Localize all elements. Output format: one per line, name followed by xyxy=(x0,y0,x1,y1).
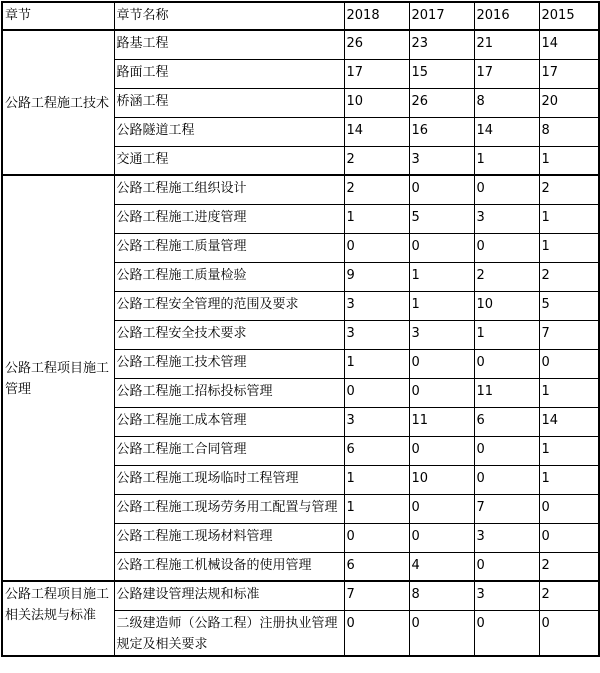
score-value-cell-2015: 8 xyxy=(539,117,599,146)
score-value-cell-2018: 1 xyxy=(344,465,409,494)
section-name-cell: 公路工程施工质量管理 xyxy=(114,233,344,262)
score-value-cell-2015: 0 xyxy=(539,349,599,378)
section-name-cell: 公路工程安全技术要求 xyxy=(114,320,344,349)
score-value-cell-2016: 17 xyxy=(474,59,539,88)
table-row xyxy=(2,175,599,204)
score-value-cell-2018: 3 xyxy=(344,291,409,320)
section-name-cell: 桥涵工程 xyxy=(114,88,344,117)
section-name-cell: 公路工程施工现场材料管理 xyxy=(114,523,344,552)
score-value-cell-2015: 2 xyxy=(539,581,599,610)
score-value-cell-2016: 3 xyxy=(474,204,539,233)
score-value-cell-2016: 11 xyxy=(474,378,539,407)
score-value-cell-2016: 3 xyxy=(474,581,539,610)
score-value-cell-2017: 5 xyxy=(409,204,474,233)
section-name-cell: 公路建设管理法规和标准 xyxy=(114,581,344,610)
score-value-cell-2016: 1 xyxy=(474,320,539,349)
score-value-cell-2018: 1 xyxy=(344,349,409,378)
score-value-cell-2018: 9 xyxy=(344,262,409,291)
score-value-cell-2015: 1 xyxy=(539,378,599,407)
score-value-cell-2015: 5 xyxy=(539,291,599,320)
col-header-year-2016: 2016 xyxy=(474,2,539,30)
score-value-cell-2016: 10 xyxy=(474,291,539,320)
score-value-cell-2017: 1 xyxy=(409,291,474,320)
score-value-cell-2017: 11 xyxy=(409,407,474,436)
score-value-cell-2016: 2 xyxy=(474,262,539,291)
header-row xyxy=(2,2,599,30)
score-value-cell-2017: 26 xyxy=(409,88,474,117)
section-name-cell: 公路工程施工招标投标管理 xyxy=(114,378,344,407)
score-value-cell-2017: 0 xyxy=(409,175,474,204)
score-value-cell-2015: 14 xyxy=(539,407,599,436)
score-value-cell-2016: 1 xyxy=(474,146,539,175)
score-value-cell-2016: 8 xyxy=(474,88,539,117)
score-value-cell-2015: 2 xyxy=(539,262,599,291)
score-value-cell-2017: 8 xyxy=(409,581,474,610)
section-name-cell: 公路工程施工成本管理 xyxy=(114,407,344,436)
score-value-cell-2018: 26 xyxy=(344,30,409,59)
score-value-cell-2018: 2 xyxy=(344,146,409,175)
score-value-cell-2017: 0 xyxy=(409,610,474,656)
score-value-cell-2015: 14 xyxy=(539,30,599,59)
score-value-cell-2016: 6 xyxy=(474,407,539,436)
score-value-cell-2016: 21 xyxy=(474,30,539,59)
chapter-group-cell: 公路工程施工技术 xyxy=(2,30,114,175)
score-value-cell-2018: 17 xyxy=(344,59,409,88)
section-name-cell: 公路隧道工程 xyxy=(114,117,344,146)
score-value-cell-2018: 3 xyxy=(344,407,409,436)
section-name-cell: 公路工程安全管理的范围及要求 xyxy=(114,291,344,320)
score-value-cell-2015: 1 xyxy=(539,436,599,465)
chapter-score-table xyxy=(1,1,600,657)
table-row xyxy=(2,30,599,59)
score-value-cell-2017: 0 xyxy=(409,233,474,262)
score-value-cell-2016: 3 xyxy=(474,523,539,552)
score-value-cell-2016: 0 xyxy=(474,175,539,204)
col-header-year-2015: 2015 xyxy=(539,2,599,30)
score-value-cell-2016: 0 xyxy=(474,233,539,262)
score-value-cell-2018: 3 xyxy=(344,320,409,349)
section-name-cell: 路面工程 xyxy=(114,59,344,88)
score-value-cell-2017: 4 xyxy=(409,552,474,581)
chapter-group-cell: 公路工程项目施工管理 xyxy=(2,175,114,581)
score-value-cell-2016: 0 xyxy=(474,465,539,494)
score-value-cell-2017: 23 xyxy=(409,30,474,59)
score-value-cell-2016: 0 xyxy=(474,552,539,581)
score-value-cell-2017: 10 xyxy=(409,465,474,494)
section-name-cell: 二级建造师（公路工程）注册执业管理规定及相关要求 xyxy=(114,610,344,656)
score-value-cell-2018: 6 xyxy=(344,436,409,465)
score-value-cell-2018: 1 xyxy=(344,494,409,523)
chapter-group-cell: 公路工程项目施工相关法规与标准 xyxy=(2,581,114,656)
score-value-cell-2017: 3 xyxy=(409,320,474,349)
score-value-cell-2015: 1 xyxy=(539,233,599,262)
col-header-year-2018: 2018 xyxy=(344,2,409,30)
section-name-cell: 公路工程施工技术管理 xyxy=(114,349,344,378)
score-value-cell-2017: 0 xyxy=(409,523,474,552)
score-value-cell-2018: 0 xyxy=(344,378,409,407)
score-value-cell-2017: 0 xyxy=(409,436,474,465)
score-value-cell-2016: 0 xyxy=(474,349,539,378)
score-value-cell-2015: 2 xyxy=(539,175,599,204)
score-value-cell-2015: 0 xyxy=(539,610,599,656)
score-value-cell-2015: 1 xyxy=(539,465,599,494)
score-value-cell-2015: 2 xyxy=(539,552,599,581)
score-value-cell-2015: 1 xyxy=(539,204,599,233)
score-value-cell-2016: 14 xyxy=(474,117,539,146)
score-value-cell-2016: 7 xyxy=(474,494,539,523)
section-name-cell: 公路工程施工机械设备的使用管理 xyxy=(114,552,344,581)
score-value-cell-2017: 1 xyxy=(409,262,474,291)
score-value-cell-2017: 3 xyxy=(409,146,474,175)
col-header-chapter: 章节 xyxy=(2,2,114,30)
section-name-cell: 公路工程施工组织设计 xyxy=(114,175,344,204)
col-header-section-name: 章节名称 xyxy=(114,2,344,30)
score-value-cell-2015: 20 xyxy=(539,88,599,117)
score-value-cell-2015: 1 xyxy=(539,146,599,175)
section-name-cell: 公路工程施工质量检验 xyxy=(114,262,344,291)
score-value-cell-2016: 0 xyxy=(474,610,539,656)
section-name-cell: 公路工程施工现场劳务用工配置与管理 xyxy=(114,494,344,523)
score-value-cell-2018: 0 xyxy=(344,233,409,262)
col-header-year-2017: 2017 xyxy=(409,2,474,30)
score-value-cell-2018: 7 xyxy=(344,581,409,610)
section-name-cell: 公路工程施工进度管理 xyxy=(114,204,344,233)
score-value-cell-2015: 0 xyxy=(539,523,599,552)
score-value-cell-2018: 14 xyxy=(344,117,409,146)
score-value-cell-2018: 1 xyxy=(344,204,409,233)
score-value-cell-2018: 0 xyxy=(344,523,409,552)
score-value-cell-2017: 15 xyxy=(409,59,474,88)
section-name-cell: 公路工程施工现场临时工程管理 xyxy=(114,465,344,494)
score-value-cell-2018: 2 xyxy=(344,175,409,204)
score-value-cell-2015: 0 xyxy=(539,494,599,523)
score-value-cell-2017: 0 xyxy=(409,349,474,378)
score-value-cell-2017: 0 xyxy=(409,378,474,407)
section-name-cell: 路基工程 xyxy=(114,30,344,59)
score-value-cell-2015: 17 xyxy=(539,59,599,88)
score-value-cell-2018: 0 xyxy=(344,610,409,656)
table-row xyxy=(2,581,599,610)
score-value-cell-2016: 0 xyxy=(474,436,539,465)
score-value-cell-2018: 6 xyxy=(344,552,409,581)
section-name-cell: 公路工程施工合同管理 xyxy=(114,436,344,465)
score-value-cell-2017: 16 xyxy=(409,117,474,146)
section-name-cell: 交通工程 xyxy=(114,146,344,175)
score-value-cell-2015: 7 xyxy=(539,320,599,349)
score-value-cell-2018: 10 xyxy=(344,88,409,117)
score-value-cell-2017: 0 xyxy=(409,494,474,523)
